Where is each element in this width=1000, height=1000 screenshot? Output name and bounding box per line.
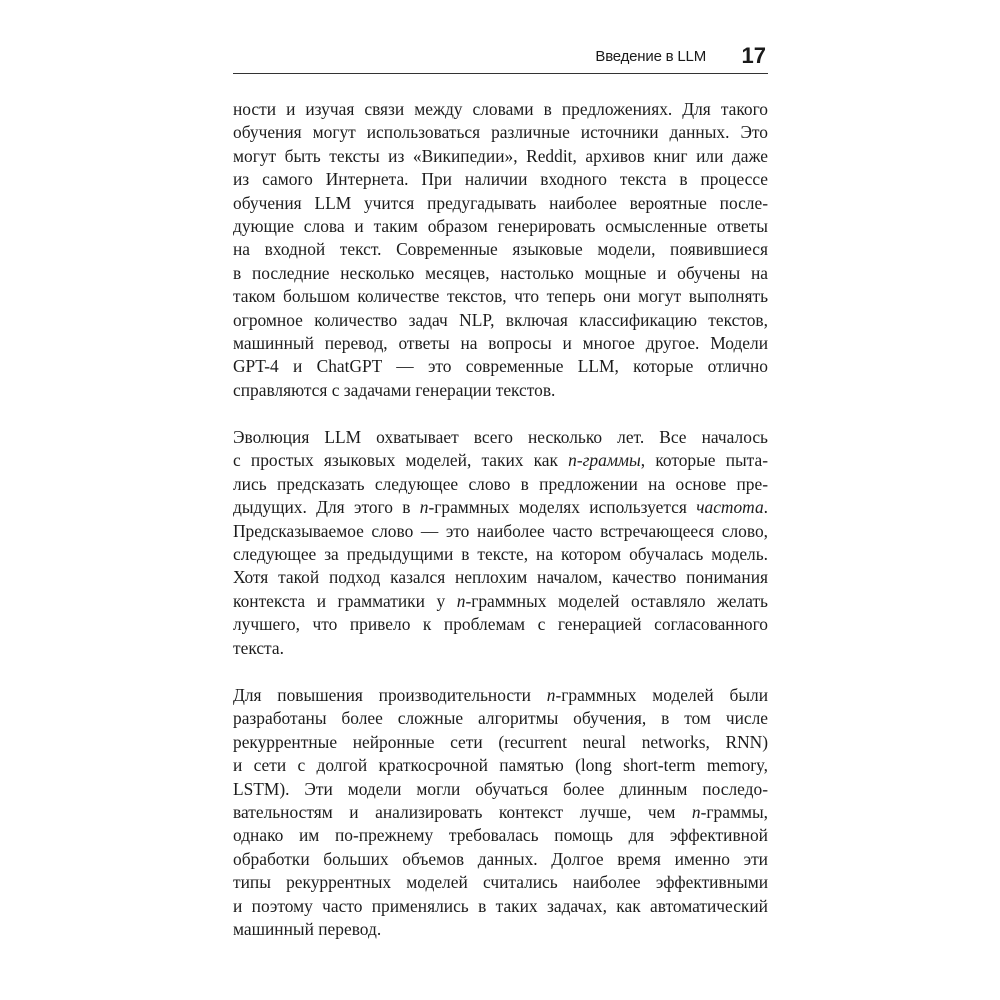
- text-line: и поэтому часто применялись в таких задачах, как автоматический: [233, 895, 768, 916]
- text-run: -граммных моделей были: [555, 684, 768, 705]
- text-line: типы рекуррентных моделей считались наиболее эффективными: [233, 872, 768, 893]
- header-rule: [233, 73, 768, 74]
- text-run: -граммных моделей оставляло желать: [465, 590, 768, 611]
- text-run: -граммных моделях используется: [428, 497, 697, 518]
- body-text: [233, 98, 768, 941]
- text-line: следующее за предыдущими в тексте, на котором обучалась модель.: [233, 544, 768, 565]
- running-head: [233, 42, 768, 74]
- italic-term: n: [419, 497, 429, 518]
- text-line: лучшего, что привело к проблемам с генерацией согласованного: [233, 614, 768, 635]
- text-run: контекста и грамматики у: [233, 590, 457, 611]
- text-line: Хотя такой подход казался неплохим началом, качество понимания: [233, 567, 768, 588]
- running-head-title: Введение в LLM: [595, 48, 706, 65]
- italic-term: частота: [696, 497, 764, 518]
- text-line: лись предсказать следующее слово в предложении на основе пре-: [233, 473, 768, 494]
- text-line: [233, 449, 768, 472]
- text-line: из самого Интернета. При наличии входного текста в процессе: [233, 169, 768, 190]
- text-line: [233, 496, 768, 519]
- text-line: обучения могут использоваться различные источники данных. Это: [233, 122, 768, 143]
- text-line: таком большом количестве текстов, что теперь они могут выполнять: [233, 286, 768, 307]
- text-line: [233, 590, 768, 613]
- paragraph-1: [233, 98, 768, 402]
- text-line: [233, 684, 768, 707]
- text-run: вательностям и анализировать контекст лучше, чем: [233, 801, 692, 822]
- text-line: [233, 801, 768, 824]
- paragraph-3: [233, 684, 768, 941]
- text-line: на входной текст. Современные языковые модели, появившиеся: [233, 239, 768, 260]
- text-line: LSTM). Эти модели могли обучаться более длинным последо-: [233, 778, 768, 799]
- italic-term: n: [546, 684, 556, 705]
- paragraph-2: [233, 426, 768, 660]
- page-number: 17: [741, 43, 766, 68]
- text-line: Эволюция LLM охватывает всего несколько лет. Все началось: [233, 427, 768, 448]
- text-line: обучения LLM учится предугадывать наиболее вероятные после-: [233, 192, 768, 213]
- text-run: Для повышения производительности: [233, 684, 547, 705]
- text-run: с простых языковых моделей, таких как: [233, 450, 569, 471]
- text-line: однако им по-прежнему требовалась помощь для эффективной: [233, 825, 768, 846]
- italic-term: n: [691, 801, 701, 822]
- text-run: .: [763, 497, 768, 518]
- text-line: в последние несколько месяцев, настолько мощные и обучены на: [233, 262, 768, 283]
- text-line: огромное количество задач NLP, включая классификацию текстов,: [233, 309, 768, 330]
- italic-term: n: [456, 590, 466, 611]
- text-line: машинный перевод, ответы на вопросы и многое другое. Модели: [233, 332, 768, 353]
- text-run: , которые пыта-: [640, 450, 769, 471]
- text-line: машинный перевод.: [233, 918, 382, 939]
- text-line: и сети с долгой краткосрочной памятью (long short-term memory,: [233, 755, 768, 776]
- text-line: рекуррентные нейронные сети (recurrent neural networks, RNN): [233, 731, 768, 752]
- text-line: дующие слова и таким образом генерировать осмысленные ответы: [233, 215, 768, 236]
- text-line: Предсказываемое слово — это наиболее часто встречающееся слово,: [233, 520, 768, 541]
- text-line: текста.: [233, 637, 284, 658]
- text-line: обработки больших объемов данных. Долгое время именно эти: [233, 848, 768, 869]
- text-line: разработаны более сложные алгоритмы обучения, в том числе: [233, 708, 768, 729]
- text-line: могут быть тексты из «Википедии», Reddit, архивов книг или даже: [233, 145, 768, 166]
- text-run: дыдущих. Для этого в: [233, 497, 420, 518]
- italic-term: n-граммы: [568, 450, 641, 471]
- text-line: ности и изучая связи между словами в предложениях. Для такого: [233, 99, 768, 119]
- text-line: справляются с задачами генерации текстов.: [233, 379, 556, 400]
- text-line: GPT-4 и ChatGPT — это современные LLM, которые отлично: [233, 356, 768, 377]
- text-run: -граммы,: [700, 801, 768, 822]
